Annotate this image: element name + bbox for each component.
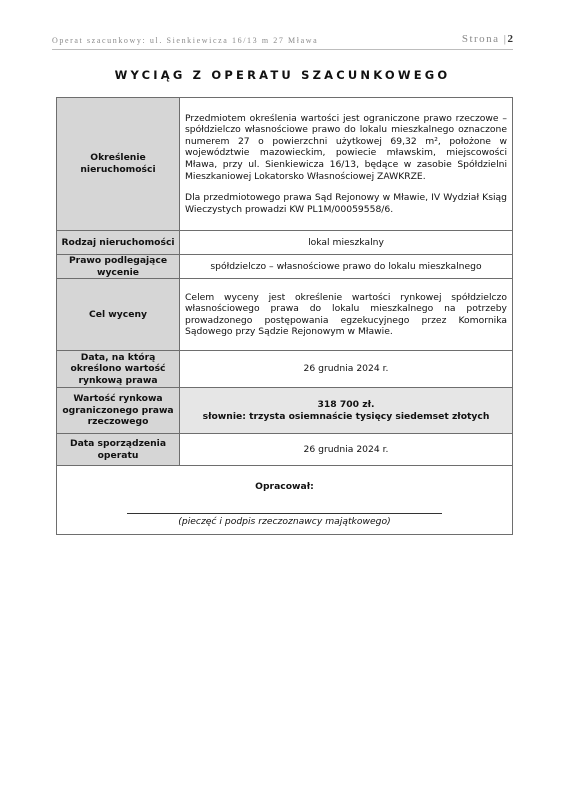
value-data-wartosci: 26 grudnia 2024 r. (180, 351, 513, 388)
label-wartosc: Wartość rynkowa ograniczonego prawa rzeczowego (57, 388, 180, 434)
prepared-by-label: Opracował: (255, 481, 314, 493)
value-cel: Celem wyceny jest określenie wartości rynkowej spółdzielczo własnościowego prawa do lokalu mieszkalnego na potrzeby prowadzonego postępowania egzekucyjnego przez Komornika Sądowego przy Sądzie Rejonowym w Mławie. (180, 279, 513, 351)
signature-line (127, 513, 442, 514)
label-data-sporzadzenia: Data sporządzenia operatu (57, 434, 180, 466)
value-prawo: spółdzielczo – własnościowe prawo do lokalu mieszkalnego (180, 255, 513, 279)
page-number: 2 (507, 33, 513, 45)
label-prawo: Prawo podlegające wycenie (57, 255, 180, 279)
running-header-title: Operat szacunkowy: ul. Sienkiewicza 16/13 m 27 Mława (52, 36, 319, 45)
page-indicator (462, 33, 513, 45)
label-rodzaj: Rodzaj nieruchomości (57, 231, 180, 255)
signature-caption: (pieczęć i podpis rzeczoznawcy majątkowego) (178, 516, 391, 528)
row-data-wartosci (57, 351, 513, 388)
summary-table (56, 97, 513, 535)
row-data-sporzadzenia (57, 434, 513, 466)
value-rodzaj: lokal mieszkalny (180, 231, 513, 255)
signature-cell (57, 466, 513, 535)
okreslenie-paragraph-2: Dla przedmiotowego prawa Sąd Rejonowy w Mławie, IV Wydział Ksiąg Wieczystych prowadzi KW PL1M/00059558/6. (185, 192, 507, 215)
market-value-words: słownie: trzysta osiemnaście tysięcy siedemset złotych (202, 410, 490, 422)
value-okreslenie (180, 98, 513, 231)
row-rodzaj (57, 231, 513, 255)
row-prawo (57, 255, 513, 279)
row-okreslenie (57, 98, 513, 231)
value-wartosc (180, 388, 513, 434)
row-wartosc (57, 388, 513, 434)
market-value-amount: 318 700 zł. (317, 399, 375, 411)
okreslenie-paragraph-1: Przedmiotem określenia wartości jest ograniczone prawo rzeczowe – spółdzielczo własnościowe prawo do lokalu mieszkalnego oznaczone numerem 27 o powierzchni użytkowej 69,32 m², położone w województwie mazowieckim, powiecie mławskim, miejscowości Mława, przy ul. Sienkiewicza 16/13, będące w zasobie Spółdzielni Mieszkaniowej Lokatorsko Własnościowej ZAWKRZE. (185, 112, 507, 182)
header-rule (52, 49, 513, 50)
label-okreslenie: Określenie nieruchomości (57, 98, 180, 231)
value-data-sporzadzenia: 26 grudnia 2024 r. (180, 434, 513, 466)
label-data-wartosci: Data, na którą określono wartość rynkową prawa (57, 351, 180, 388)
row-signature (57, 466, 513, 535)
document-title: WYCIĄG Z OPERATU SZACUNKOWEGO (114, 68, 451, 82)
row-cel (57, 279, 513, 351)
label-cel: Cel wyceny (57, 279, 180, 351)
page-label: Strona | (461, 33, 508, 45)
